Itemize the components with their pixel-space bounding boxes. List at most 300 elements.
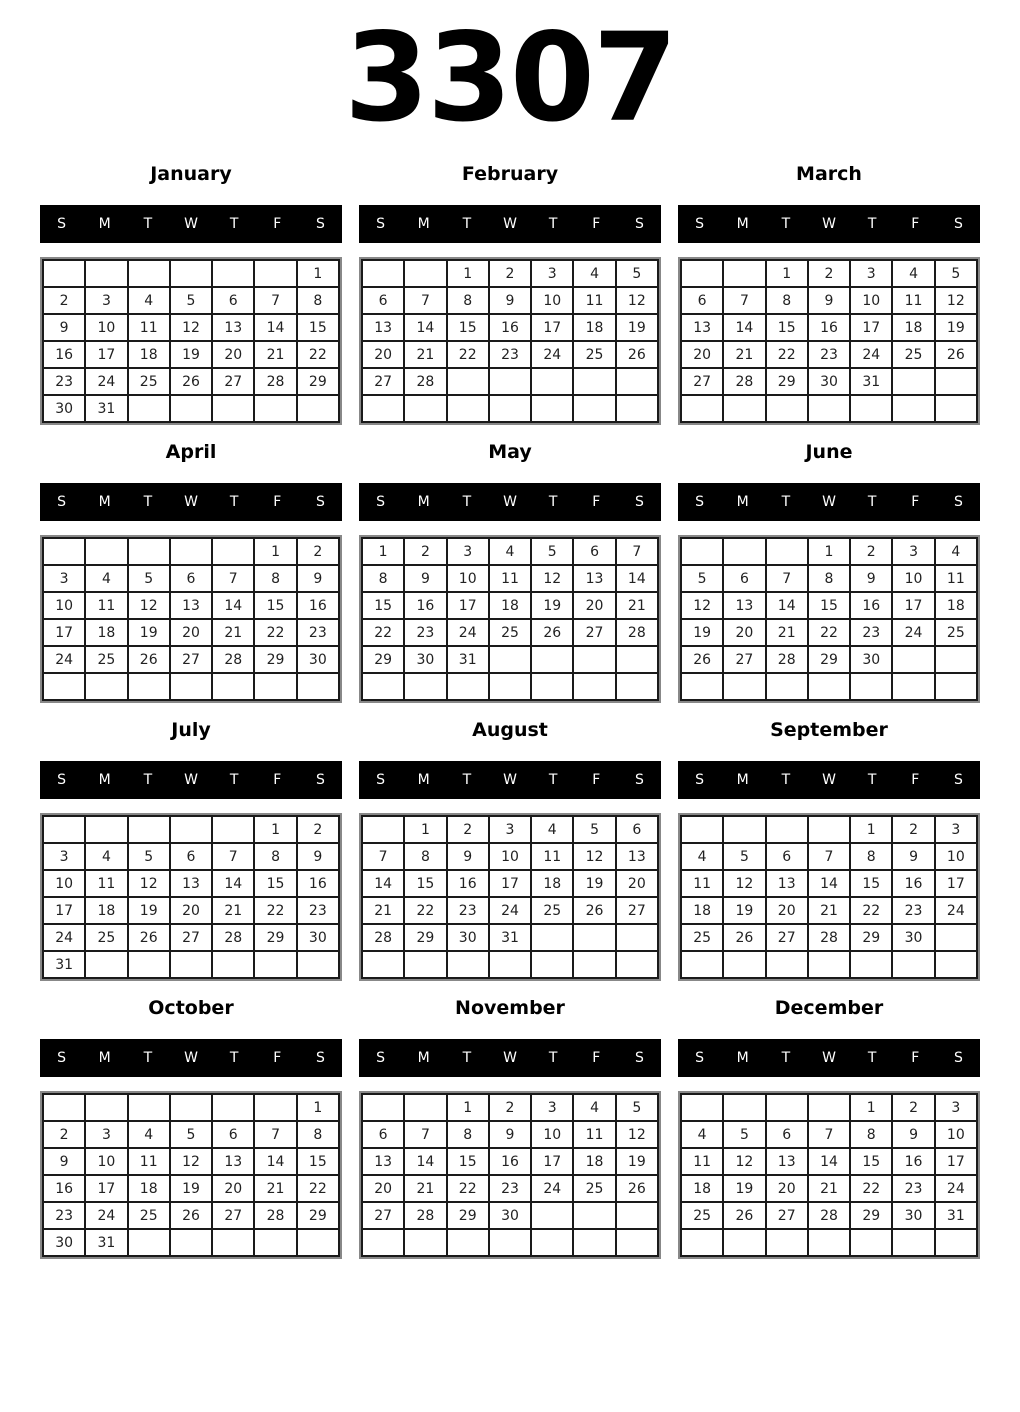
empty-day-cell	[489, 673, 531, 700]
weekday-header-row	[678, 761, 980, 799]
empty-day-cell	[85, 1094, 127, 1121]
day-cell: 6	[212, 1121, 254, 1148]
empty-day-cell	[489, 395, 531, 422]
month-title: June	[805, 441, 853, 463]
empty-day-cell	[935, 368, 977, 395]
day-cell: 24	[892, 619, 934, 646]
day-cell: 30	[892, 924, 934, 951]
day-cell: 18	[681, 897, 723, 924]
day-cell: 8	[447, 287, 489, 314]
day-cell: 12	[531, 565, 573, 592]
day-cell: 2	[404, 538, 446, 565]
day-cell: 19	[531, 592, 573, 619]
weekday-label: S	[695, 494, 705, 510]
day-cell: 4	[85, 565, 127, 592]
day-cell: 11	[573, 287, 615, 314]
day-cell: 18	[892, 314, 934, 341]
month-grid	[361, 259, 659, 423]
day-cell: 18	[573, 1148, 615, 1175]
empty-day-cell	[212, 260, 254, 287]
day-cell: 7	[808, 843, 850, 870]
empty-day-cell	[892, 646, 934, 673]
day-cell: 7	[808, 1121, 850, 1148]
empty-day-cell	[297, 395, 339, 422]
weekday-label: T	[548, 216, 558, 232]
day-cell: 25	[85, 924, 127, 951]
weekday-label: W	[184, 772, 198, 788]
day-cell: 3	[85, 1121, 127, 1148]
empty-day-cell	[43, 1094, 85, 1121]
day-cell: 12	[616, 1121, 658, 1148]
weekday-header-row	[359, 761, 661, 799]
day-cell: 5	[616, 1094, 658, 1121]
day-cell: 1	[766, 260, 808, 287]
week-row	[681, 673, 977, 700]
month-grid-frame	[359, 813, 661, 981]
day-cell: 13	[573, 565, 615, 592]
day-cell: 31	[489, 924, 531, 951]
weekday-label: T	[462, 772, 472, 788]
day-cell: 1	[254, 538, 296, 565]
month-title: May	[488, 441, 532, 463]
day-cell: 6	[723, 565, 765, 592]
day-cell: 6	[170, 565, 212, 592]
day-cell: 2	[892, 816, 934, 843]
day-cell: 30	[43, 395, 85, 422]
weekday-label: M	[417, 216, 430, 232]
empty-day-cell	[573, 1229, 615, 1256]
weekday-label: W	[184, 494, 198, 510]
empty-day-cell	[935, 1229, 977, 1256]
weekday-label: F	[592, 216, 601, 232]
day-cell: 14	[404, 1148, 446, 1175]
day-cell: 25	[531, 897, 573, 924]
week-row	[43, 897, 339, 924]
month-title: December	[774, 997, 884, 1019]
day-cell: 14	[362, 870, 404, 897]
day-cell: 23	[489, 1175, 531, 1202]
week-row	[43, 260, 339, 287]
day-cell: 10	[43, 592, 85, 619]
day-cell: 5	[170, 1121, 212, 1148]
weekday-label: S	[376, 494, 386, 510]
empty-day-cell	[616, 924, 658, 951]
month-title: April	[165, 441, 217, 463]
day-cell: 31	[447, 646, 489, 673]
day-cell: 1	[850, 1094, 892, 1121]
day-cell: 9	[892, 843, 934, 870]
week-row	[43, 341, 339, 368]
day-cell: 15	[297, 314, 339, 341]
weekday-label: T	[143, 1050, 153, 1066]
empty-day-cell	[850, 673, 892, 700]
day-cell: 16	[43, 341, 85, 368]
day-cell: 30	[297, 646, 339, 673]
month-block	[40, 433, 342, 703]
day-cell: 22	[254, 619, 296, 646]
day-cell: 8	[362, 565, 404, 592]
day-cell: 25	[128, 1202, 170, 1229]
day-cell: 17	[43, 619, 85, 646]
empty-day-cell	[128, 1094, 170, 1121]
week-row	[681, 870, 977, 897]
month-grid-frame	[40, 257, 342, 425]
weekday-header-row	[678, 1039, 980, 1077]
day-cell: 15	[850, 1148, 892, 1175]
day-cell: 20	[766, 897, 808, 924]
day-cell: 14	[254, 314, 296, 341]
empty-day-cell	[935, 673, 977, 700]
day-cell: 6	[362, 287, 404, 314]
day-cell: 8	[447, 1121, 489, 1148]
day-cell: 14	[766, 592, 808, 619]
day-cell: 10	[85, 314, 127, 341]
weekday-label: W	[822, 1050, 836, 1066]
day-cell: 28	[212, 924, 254, 951]
week-row	[43, 951, 339, 978]
week-row	[43, 368, 339, 395]
weekday-label: M	[417, 772, 430, 788]
day-cell: 28	[362, 924, 404, 951]
day-cell: 12	[723, 1148, 765, 1175]
month-grid	[361, 537, 659, 701]
empty-day-cell	[766, 816, 808, 843]
weekday-header-row	[359, 1039, 661, 1077]
month-title: February	[461, 163, 559, 185]
day-cell: 3	[85, 287, 127, 314]
weekday-label: T	[143, 216, 153, 232]
empty-day-cell	[212, 673, 254, 700]
month-grid	[42, 815, 340, 979]
day-cell: 23	[489, 341, 531, 368]
month-grid	[680, 1093, 978, 1257]
empty-day-cell	[935, 395, 977, 422]
weekday-label: T	[462, 216, 472, 232]
weekday-label: M	[736, 494, 749, 510]
weekday-label: M	[736, 1050, 749, 1066]
day-cell: 17	[43, 897, 85, 924]
month-grid-frame	[678, 813, 980, 981]
empty-day-cell	[681, 673, 723, 700]
empty-day-cell	[681, 1229, 723, 1256]
empty-day-cell	[808, 1229, 850, 1256]
day-cell: 14	[212, 592, 254, 619]
day-cell: 17	[85, 1175, 127, 1202]
day-cell: 17	[850, 314, 892, 341]
day-cell: 26	[616, 341, 658, 368]
weekday-header-row	[678, 483, 980, 521]
day-cell: 18	[128, 341, 170, 368]
day-cell: 20	[170, 897, 212, 924]
week-row	[362, 870, 658, 897]
day-cell: 7	[723, 287, 765, 314]
week-row	[43, 592, 339, 619]
day-cell: 12	[170, 1148, 212, 1175]
day-cell: 8	[766, 287, 808, 314]
empty-day-cell	[85, 538, 127, 565]
day-cell: 29	[297, 368, 339, 395]
day-cell: 16	[43, 1175, 85, 1202]
day-cell: 29	[254, 646, 296, 673]
week-row	[43, 287, 339, 314]
day-cell: 4	[935, 538, 977, 565]
weekday-label: W	[822, 216, 836, 232]
empty-day-cell	[892, 673, 934, 700]
weekday-label: T	[143, 772, 153, 788]
day-cell: 11	[489, 565, 531, 592]
day-cell: 16	[297, 592, 339, 619]
week-row	[681, 951, 977, 978]
day-cell: 3	[43, 843, 85, 870]
day-cell: 26	[616, 1175, 658, 1202]
weekday-label: S	[953, 494, 963, 510]
day-cell: 5	[681, 565, 723, 592]
day-cell: 30	[850, 646, 892, 673]
empty-day-cell	[128, 951, 170, 978]
day-cell: 29	[766, 368, 808, 395]
weekday-label: F	[273, 494, 282, 510]
day-cell: 30	[43, 1229, 85, 1256]
day-cell: 19	[128, 619, 170, 646]
day-cell: 14	[616, 565, 658, 592]
day-cell: 19	[573, 870, 615, 897]
day-cell: 13	[362, 314, 404, 341]
day-cell: 4	[573, 1094, 615, 1121]
month-grid-frame	[40, 1091, 342, 1259]
empty-day-cell	[681, 1094, 723, 1121]
day-cell: 3	[447, 538, 489, 565]
day-cell: 16	[892, 870, 934, 897]
day-cell: 16	[489, 1148, 531, 1175]
day-cell: 11	[85, 592, 127, 619]
weekday-label: M	[98, 494, 111, 510]
day-cell: 31	[935, 1202, 977, 1229]
day-cell: 24	[85, 1202, 127, 1229]
week-row	[681, 287, 977, 314]
month-block	[359, 711, 661, 981]
empty-day-cell	[766, 538, 808, 565]
day-cell: 13	[170, 870, 212, 897]
empty-day-cell	[531, 924, 573, 951]
day-cell: 7	[616, 538, 658, 565]
day-cell: 2	[850, 538, 892, 565]
day-cell: 23	[297, 897, 339, 924]
empty-day-cell	[681, 951, 723, 978]
weekday-label: T	[548, 772, 558, 788]
day-cell: 8	[254, 843, 296, 870]
day-cell: 8	[808, 565, 850, 592]
day-cell: 29	[297, 1202, 339, 1229]
empty-day-cell	[681, 538, 723, 565]
day-cell: 2	[489, 1094, 531, 1121]
day-cell: 20	[212, 341, 254, 368]
day-cell: 3	[850, 260, 892, 287]
day-cell: 23	[297, 619, 339, 646]
day-cell: 26	[723, 924, 765, 951]
day-cell: 15	[808, 592, 850, 619]
day-cell: 10	[43, 870, 85, 897]
day-cell: 9	[447, 843, 489, 870]
day-cell: 16	[404, 592, 446, 619]
day-cell: 4	[681, 1121, 723, 1148]
weekday-header-row	[40, 483, 342, 521]
day-cell: 26	[723, 1202, 765, 1229]
month-title: August	[472, 719, 548, 741]
weekday-label: T	[781, 1050, 791, 1066]
week-row	[362, 260, 658, 287]
day-cell: 19	[681, 619, 723, 646]
day-cell: 10	[935, 843, 977, 870]
day-cell: 22	[362, 619, 404, 646]
empty-day-cell	[681, 816, 723, 843]
day-cell: 5	[723, 843, 765, 870]
week-row	[43, 565, 339, 592]
week-row	[681, 314, 977, 341]
day-cell: 2	[43, 287, 85, 314]
week-row	[362, 538, 658, 565]
day-cell: 4	[489, 538, 531, 565]
day-cell: 1	[362, 538, 404, 565]
day-cell: 20	[766, 1175, 808, 1202]
weekday-label: T	[867, 1050, 877, 1066]
empty-day-cell	[85, 816, 127, 843]
day-cell: 8	[404, 843, 446, 870]
week-row	[362, 924, 658, 951]
day-cell: 13	[170, 592, 212, 619]
empty-day-cell	[573, 368, 615, 395]
empty-day-cell	[170, 1229, 212, 1256]
weekday-label: F	[592, 772, 601, 788]
day-cell: 26	[128, 646, 170, 673]
month-grid	[680, 537, 978, 701]
day-cell: 27	[170, 646, 212, 673]
weekday-label: W	[184, 1050, 198, 1066]
day-cell: 23	[447, 897, 489, 924]
day-cell: 14	[808, 1148, 850, 1175]
day-cell: 21	[808, 1175, 850, 1202]
day-cell: 6	[766, 843, 808, 870]
day-cell: 20	[170, 619, 212, 646]
empty-day-cell	[766, 1094, 808, 1121]
week-row	[681, 1175, 977, 1202]
day-cell: 3	[489, 816, 531, 843]
day-cell: 6	[212, 287, 254, 314]
day-cell: 14	[808, 870, 850, 897]
weekday-label: T	[867, 216, 877, 232]
empty-day-cell	[362, 395, 404, 422]
month-grid-frame	[359, 257, 661, 425]
weekday-label: T	[548, 494, 558, 510]
week-row	[681, 924, 977, 951]
day-cell: 7	[404, 1121, 446, 1148]
day-cell: 29	[404, 924, 446, 951]
day-cell: 20	[573, 592, 615, 619]
day-cell: 11	[681, 870, 723, 897]
day-cell: 25	[681, 1202, 723, 1229]
empty-day-cell	[531, 951, 573, 978]
empty-day-cell	[212, 395, 254, 422]
day-cell: 2	[43, 1121, 85, 1148]
day-cell: 10	[531, 287, 573, 314]
day-cell: 12	[681, 592, 723, 619]
day-cell: 16	[850, 592, 892, 619]
day-cell: 7	[362, 843, 404, 870]
day-cell: 20	[362, 1175, 404, 1202]
empty-day-cell	[531, 368, 573, 395]
day-cell: 1	[297, 260, 339, 287]
day-cell: 24	[43, 646, 85, 673]
weekday-label: M	[736, 772, 749, 788]
weekday-label: M	[98, 772, 111, 788]
weekday-label: S	[315, 1050, 325, 1066]
day-cell: 3	[935, 1094, 977, 1121]
day-cell: 19	[935, 314, 977, 341]
month-grid-frame	[678, 1091, 980, 1259]
empty-day-cell	[531, 1229, 573, 1256]
day-cell: 5	[170, 287, 212, 314]
week-row	[362, 843, 658, 870]
day-cell: 22	[404, 897, 446, 924]
empty-day-cell	[850, 395, 892, 422]
day-cell: 28	[766, 646, 808, 673]
day-cell: 6	[573, 538, 615, 565]
day-cell: 29	[447, 1202, 489, 1229]
day-cell: 17	[892, 592, 934, 619]
week-row	[43, 816, 339, 843]
day-cell: 11	[573, 1121, 615, 1148]
empty-day-cell	[766, 673, 808, 700]
week-row	[681, 260, 977, 287]
day-cell: 28	[616, 619, 658, 646]
weekday-label: S	[695, 1050, 705, 1066]
day-cell: 25	[573, 341, 615, 368]
day-cell: 21	[766, 619, 808, 646]
day-cell: 28	[808, 924, 850, 951]
weekday-label: M	[98, 216, 111, 232]
day-cell: 24	[447, 619, 489, 646]
day-cell: 22	[850, 897, 892, 924]
day-cell: 26	[573, 897, 615, 924]
month-block	[359, 155, 661, 425]
weekday-label: S	[57, 494, 67, 510]
day-cell: 30	[892, 1202, 934, 1229]
day-cell: 14	[212, 870, 254, 897]
month-grid-frame	[40, 813, 342, 981]
day-cell: 19	[616, 1148, 658, 1175]
empty-day-cell	[723, 816, 765, 843]
day-cell: 28	[723, 368, 765, 395]
day-cell: 22	[766, 341, 808, 368]
month-grid	[680, 259, 978, 423]
empty-day-cell	[616, 1202, 658, 1229]
day-cell: 7	[254, 287, 296, 314]
empty-day-cell	[404, 951, 446, 978]
empty-day-cell	[212, 538, 254, 565]
day-cell: 6	[170, 843, 212, 870]
weekday-label: S	[953, 216, 963, 232]
day-cell: 31	[850, 368, 892, 395]
weekday-label: S	[695, 772, 705, 788]
week-row	[43, 843, 339, 870]
empty-day-cell	[404, 260, 446, 287]
week-row	[681, 341, 977, 368]
day-cell: 1	[850, 816, 892, 843]
day-cell: 23	[892, 1175, 934, 1202]
day-cell: 17	[85, 341, 127, 368]
day-cell: 24	[489, 897, 531, 924]
month-block	[40, 989, 342, 1259]
day-cell: 5	[573, 816, 615, 843]
